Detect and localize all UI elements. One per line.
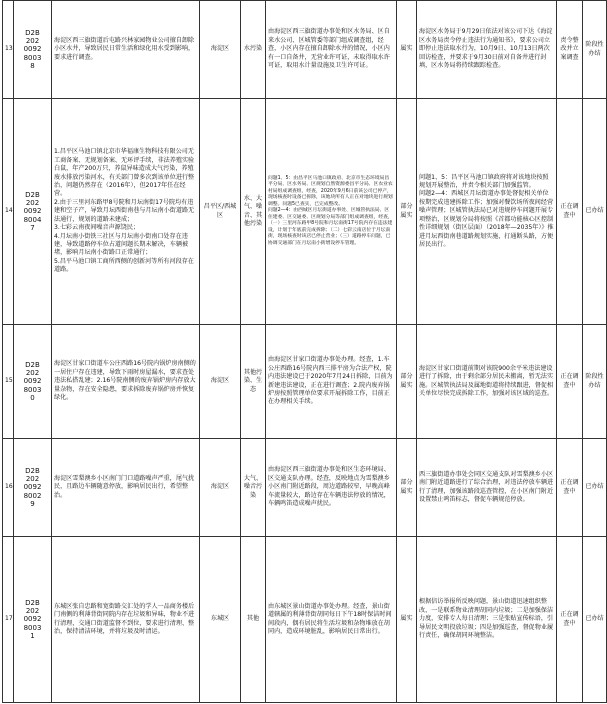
- table-row: [3, 1, 607, 99]
- problem-description: 海淀区甘家口街道车公庄西路16号院内锅炉房南侧的一居住户存在违建，导致下雨时房屋漏水，要求查处违法私搭乱建；2.16号院南侧的废弃锅炉房内存放大量杂物，存在安全隐患，要求拆除废弃锅炉房并恢复绿化。: [52, 325, 200, 439]
- problem-description: 海淀区雪梨澳乡小区南门门口道路噪声严重，尾气扰民，且路边车辆随意停放，影响居民出行，希望整治。: [52, 439, 200, 537]
- row-index: 15: [3, 325, 14, 439]
- result-status: 阶段性办结: [583, 325, 607, 439]
- table-row: [3, 439, 607, 537]
- handling-detail: 由海淀区西三旗街道办事处和区生态环境局、区交通支队办理。经查，反映地点为雪梨澳乡小区南门附近路段，周边道路较窄，早晚高峰车流量较大，路边存在车辆违法停放的情况，车辆鸣笛造成噪声扰民。: [266, 439, 397, 537]
- report-table: [2, 0, 607, 703]
- district: 海淀区: [200, 1, 241, 99]
- handling-detail: 由海淀区甘家口街道办事处办理。经查，1.车公庄西路16号院内西三排平房为合法产权，院内违法建设已于2020年7月24日拆除，目前为新建违法建设，正在进行调查；2.院内废弃锅炉房按照管理单位要求开展拆除工作，目前正在办理相关手续。: [266, 325, 397, 439]
- district: 昌平区/西城区: [200, 99, 241, 325]
- problem-description: 1.昌平区马池口镇北京市华福康生物科技有限公司无工商备案、无规划备案、无环评手续，非法养殖实验白鼠，年产200万只，养鼠异味造成大气污染，养殖废水排放污染河水，有关部门曾多次到该单位进行整治，问题仍然存在（2016年），但2017年任在经营。 2.由于三里河东路甲8号院和月坛南街17号院均有违建和空子产，导致月坛西街南巷与月坛南小街道路无法通行，规划的道路未建成； 3.七彩云南夜间噪音声源饶民； 4.月坛南小街铁三社区与月坛南小街南口处存在违建，导致道路停车位占道问题长期未解决，车辆被堵，影响月坛南小街路口正常通行； 5.昌平马池口镇工商所西侧的创新河等所有河段存在道路。: [52, 99, 200, 325]
- row-index: 13: [3, 1, 14, 99]
- district: 海淀区: [200, 325, 241, 439]
- verified: 属实: [397, 1, 417, 99]
- rectification-notes: 根据信访举报所反映问题，景山街道迅速组织整改，一是联系物业清理胡同内垃圾；二是加强保洁力度，安排专人每日清理；三是张贴宣传标语，引导居民文明投放垃圾；四是加强巡查，督促物业履行责任，确保胡同环境整洁。: [417, 537, 557, 703]
- row-index: 14: [3, 99, 14, 325]
- table-row: [3, 325, 607, 439]
- pollution-type: 大气、噪音污染: [241, 439, 266, 537]
- verified: 部分属实: [397, 439, 417, 537]
- case-code: D2B 202 0092 8003 0: [14, 325, 52, 439]
- handling-detail: 由东城区景山街道办事处办理。经查，景山街道辖属的利薄背街胡同每日下午18时保洁时间间段内，偶有居民将生活垃圾和杂物堆放在胡同内，造成环境脏乱，影响居民日常出行。: [266, 537, 397, 703]
- rectification-notes: 海淀区水务局于9月29日依法对该公司下达《海淀区水务局责令停止违法行为通知书》，要求公司立即停止违法取水行为，10月9日、10月13日两次回访检查，并要求于9月30日前对自备井进行封填，区水务局将持续跟踪检查。: [417, 1, 557, 99]
- district: 东城区: [200, 537, 241, 703]
- pollution-type: 水污染: [241, 1, 266, 99]
- verified: 部分属实: [397, 325, 417, 439]
- verified: 属实: [397, 537, 417, 703]
- case-code: D2B 202 0092 8003 1: [14, 537, 52, 703]
- case-code: D2B 202 0092 8002 9: [14, 439, 52, 537]
- result-status: 已办结: [583, 99, 607, 325]
- table-row: [3, 99, 607, 325]
- pollution-type: 其他污染、生态: [241, 325, 266, 439]
- handling-detail: 问题1、5：由昌平区马池口镇政府、北京市生态环境局昌平分局、区水务局、区规划自然资源委昌平分局、区农业农村局组成调查组，经查，2020年9月6日前该公司已停产，现场核查时设备已拆除，该地块所有人正在对地块进行规划调整。问题5已查实，已完成整改。 问题2—4：由西城区月坛街道办事处、区城管执法局、区住建委、区交通委、区规划分局等部门组成调查组，经查，（一）三里河东路甲8号院和月坛南街17号院内存在违法建设，计划于年底前完成拆除；（二）七彩云南店位于月坛南街，现场核查时该店已停止营业；（三）道路停车问题，已协调交通部门在月坛南小街增设停车管理。: [266, 99, 397, 325]
- district: 海淀区: [200, 439, 241, 537]
- case-code: D2B 202 0092 8004 7: [14, 99, 52, 325]
- pollution-type: 其他: [241, 537, 266, 703]
- result-status: 已办结: [583, 537, 607, 703]
- pollution-type: 水、大气、噪音、其他污染: [241, 99, 266, 325]
- handling-status: 正在调查中: [557, 537, 583, 703]
- case-code: D2B 202 0092 8003 8: [14, 1, 52, 99]
- rectification-notes: 海淀区甘家口街道前期对该院900余平米违法建设进行了拆除，由于剩余部分居民未搬离，暂无法实施。区城管执法局及属地街道将持续跟进，督促相关单位尽快完成拆除工作，加强对该区域的巡查。: [417, 325, 557, 439]
- rectification-notes: 问题1、5：昌平区马池口镇政府将对该地块按照规划开展整治，并责令相关部门加强监管。 问题2—4：西城区月坛街道办事处督促相关单位按期完成违建拆除工作；加强对餐饮场所夜间经营噪声管理；区城管执法局已对违规停车问题开展专项整治，区规划分局将按照《首都功能核心区控制性详细规划（街区层面）（2018年—2035年）》推进月坛西街南巷道路规划实施，打通断头路，方便居民出行。: [417, 99, 557, 325]
- problem-description: 海淀区西三旗街道后屯路兴林家园物业公司擅自卸除小区水井，导致居民日常生活和绿化用水受到影响，要求进行调查。: [52, 1, 200, 99]
- row-index: 17: [3, 537, 14, 703]
- handling-status: 责令整改并立案调查: [557, 1, 583, 99]
- handling-detail: 由海淀区西三旗街道办事处和区水务局、区自来水公司、区城管委等部门组成调查组，经查，小区内存在擅自卸除水井的情况，小区内有一口自备井，无营业许可证，未取得取水许可证，取用水计量设施及卫生许可证。: [266, 1, 397, 99]
- result-status: 已办结: [583, 439, 607, 537]
- handling-status: 正在调查中: [557, 99, 583, 325]
- verified: 部分属实: [397, 99, 417, 325]
- row-index: 16: [3, 439, 14, 537]
- handling-status: 正在调查中: [557, 325, 583, 439]
- result-status: 阶段性办结: [583, 1, 607, 99]
- table-row: [3, 537, 607, 703]
- problem-description: 东城区张自忠路和宽街路交汇处的学人一品商务楼后门南侧的利薄背街同院内存在垃圾和异味，物业不进行清理，交通口街道监督不到位，要求进行清理、整治，保持清洁环境，并将垃圾及时清运。: [52, 537, 200, 703]
- handling-status: 正在调查中: [557, 439, 583, 537]
- rectification-notes: 西三旗街道办事处会同区交通支队对雪梨澳乡小区南门附近道路进行了综合治理，对违法停放车辆进行了清理，加强该路段巡查管控，在小区南门附近设置禁止鸣笛标志，督促车辆规范停放。: [417, 439, 557, 537]
